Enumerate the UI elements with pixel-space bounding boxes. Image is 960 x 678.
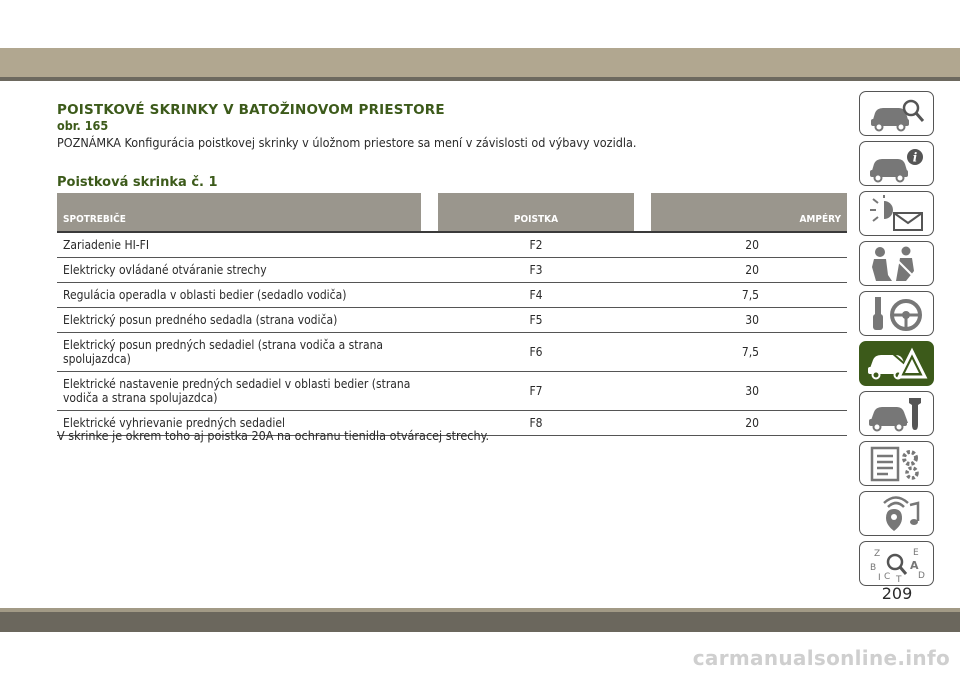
key-steering-wheel-icon [866, 295, 928, 333]
tab-servicing[interactable] [859, 391, 934, 436]
fuse-box-subtitle: Poistková skrinka č. 1 [57, 175, 218, 190]
svg-text:i: i [912, 150, 917, 164]
index-letter: I [877, 572, 881, 583]
bottom-decorative-band [0, 612, 960, 632]
tab-seat-safety[interactable] [859, 241, 934, 286]
index-letter: C [883, 571, 890, 582]
top-divider-line [0, 77, 960, 81]
cell-amps: 20 [651, 233, 847, 258]
tab-multimedia[interactable] [859, 491, 934, 536]
cell-fuse: F5 [438, 308, 634, 333]
cell-amps: 7,5 [651, 283, 847, 308]
cell-consumer: Elektrický posun predného sedadla (strana vodiča) [57, 308, 421, 333]
specs-gear-icon [866, 445, 928, 483]
table-row [57, 372, 847, 411]
tab-technical-specs[interactable] [859, 441, 934, 486]
cell-amps: 30 [651, 372, 847, 411]
cell-amps: 30 [651, 308, 847, 333]
cell-fuse: F6 [438, 333, 634, 372]
tab-car-info[interactable] [859, 141, 934, 186]
cell-consumer: Elektrické nastavenie predných sedadiel v oblasti bedier (strana vodiča a strana spolujazdca) [57, 372, 421, 411]
cell-fuse: F8 [438, 411, 634, 436]
header-amps: AMPÉRY [651, 193, 847, 233]
cell-amps: 20 [651, 411, 847, 436]
table-row [57, 308, 847, 333]
index-letter: E [912, 547, 919, 558]
cell-consumer: Elektrické vyhrievanie predných sedadiel [57, 411, 421, 436]
cell-amps: 20 [651, 258, 847, 283]
table-row [57, 333, 847, 372]
cell-fuse: F2 [438, 233, 634, 258]
top-decorative-band [0, 48, 960, 77]
cell-fuse: F7 [438, 372, 634, 411]
index-letter: A [909, 558, 919, 572]
header-consumer: SPOTREBIČE [57, 193, 421, 233]
cell-consumer: Regulácia operadla v oblasti bedier (sedadlo vodiča) [57, 283, 421, 308]
section-title: POISTKOVÉ SKRINKY V BATOŽINOVOM PRIESTORE [57, 102, 445, 118]
car-search-icon [866, 95, 928, 133]
table-header-row [57, 193, 847, 233]
cell-fuse: F4 [438, 283, 634, 308]
index-letter: B [869, 562, 876, 573]
table-row [57, 258, 847, 283]
warning-light-message-icon [866, 195, 928, 233]
tab-starting-driving[interactable] [859, 291, 934, 336]
car-wrench-icon [866, 395, 928, 433]
tab-car-search[interactable] [859, 91, 934, 136]
header-fuse: POISTKA [438, 193, 634, 233]
figure-reference: obr. 165 [57, 118, 109, 133]
index-search-icon [866, 545, 928, 583]
table-row [57, 233, 847, 258]
index-letter: D [917, 570, 925, 581]
watermark: carmanualsonline.info [692, 646, 950, 670]
tab-warning-lights[interactable] [859, 191, 934, 236]
multimedia-icon [866, 495, 928, 533]
page-number: 209 [881, 584, 913, 603]
car-breakdown-warning-icon [866, 345, 928, 383]
cell-consumer: Elektricky ovládané otváranie strechy [57, 258, 421, 283]
sunroof-fuse-note: V skrinke je okrem toho aj poistka 20A na ochranu tienidla otváracej strechy. [57, 428, 490, 443]
cell-amps: 7,5 [651, 333, 847, 372]
cell-consumer: Zariadenie HI-FI [57, 233, 421, 258]
cell-fuse: F3 [438, 258, 634, 283]
fuse-table [57, 193, 847, 436]
car-info-icon [866, 145, 928, 183]
table-row [57, 283, 847, 308]
tab-emergency[interactable] [859, 341, 934, 386]
tab-index[interactable] [859, 541, 934, 586]
index-letter: T [895, 574, 901, 583]
seat-airbag-icon [866, 245, 928, 283]
configuration-note: POZNÁMKA Konfigurácia poistkovej skrinky v úložnom priestore sa mení v závislosti od výbavy vozidla. [57, 135, 637, 150]
index-letter: Z [873, 548, 880, 559]
cell-consumer: Elektrický posun predných sedadiel (strana vodiča a strana spolujazdca) [57, 333, 421, 372]
